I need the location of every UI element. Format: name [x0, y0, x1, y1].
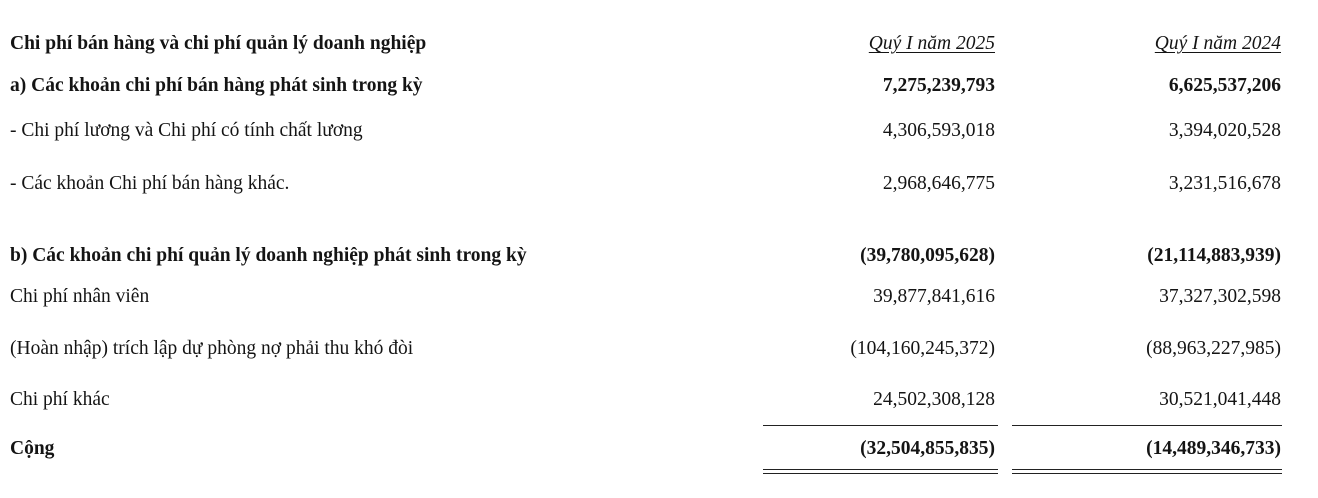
- table-row: [0, 334, 1318, 364]
- row-label: b) Các khoản chi phí quản lý doanh nghiệp phát sinh trong kỳ: [10, 245, 527, 266]
- subtotal-rule-q1-2024: [1012, 425, 1282, 426]
- row-label: (Hoàn nhập) trích lập dự phòng nợ phải thu khó đòi: [10, 338, 414, 359]
- total-q1-2024: (14,489,346,733): [1146, 438, 1281, 459]
- value-q1-2025: (104,160,245,372): [850, 338, 995, 359]
- header-row: [0, 29, 1318, 59]
- column-header-q1-2024: Quý I năm 2024: [1154, 33, 1281, 54]
- value-q1-2024: 30,521,041,448: [1159, 389, 1281, 410]
- value-q1-2025: 24,502,308,128: [873, 389, 995, 410]
- row-label: a) Các khoản chi phí bán hàng phát sinh trong kỳ: [10, 75, 423, 96]
- table-row: [0, 169, 1318, 199]
- value-q1-2025: (39,780,095,628): [860, 245, 995, 266]
- total-row: [0, 434, 1318, 464]
- table-row: [0, 282, 1318, 312]
- total-label: Cộng: [10, 438, 55, 459]
- value-q1-2024: (88,963,227,985): [1146, 338, 1281, 359]
- double-rule-q1-2024: [1012, 473, 1282, 474]
- row-label: Chi phí nhân viên: [10, 286, 150, 307]
- table-row: [0, 116, 1318, 146]
- double-rule-q1-2025: [763, 473, 998, 474]
- value-q1-2025: 4,306,593,018: [882, 120, 995, 141]
- value-q1-2024: 6,625,537,206: [1168, 75, 1281, 96]
- subtotal-rule-q1-2025: [763, 425, 998, 426]
- value-q1-2025: 39,877,841,616: [873, 286, 995, 307]
- row-label: - Các khoản Chi phí bán hàng khác.: [10, 173, 290, 194]
- table-row: [0, 71, 1318, 101]
- value-q1-2024: (21,114,883,939): [1147, 245, 1281, 266]
- value-q1-2025: 7,275,239,793: [882, 75, 995, 96]
- double-rule-q1-2024: [1012, 469, 1282, 470]
- table-title: Chi phí bán hàng và chi phí quản lý doanh nghiệp: [10, 33, 427, 54]
- table-row: [0, 241, 1318, 271]
- value-q1-2024: 3,394,020,528: [1168, 120, 1281, 141]
- double-rule-q1-2025: [763, 469, 998, 470]
- value-q1-2024: 3,231,516,678: [1168, 173, 1281, 194]
- row-label: - Chi phí lương và Chi phí có tính chất lương: [10, 120, 363, 141]
- table-row: [0, 385, 1318, 415]
- value-q1-2025: 2,968,646,775: [882, 173, 995, 194]
- row-label: Chi phí khác: [10, 389, 110, 410]
- column-header-q1-2025: Quý I năm 2025: [868, 33, 995, 54]
- total-q1-2025: (32,504,855,835): [860, 438, 995, 459]
- value-q1-2024: 37,327,302,598: [1159, 286, 1281, 307]
